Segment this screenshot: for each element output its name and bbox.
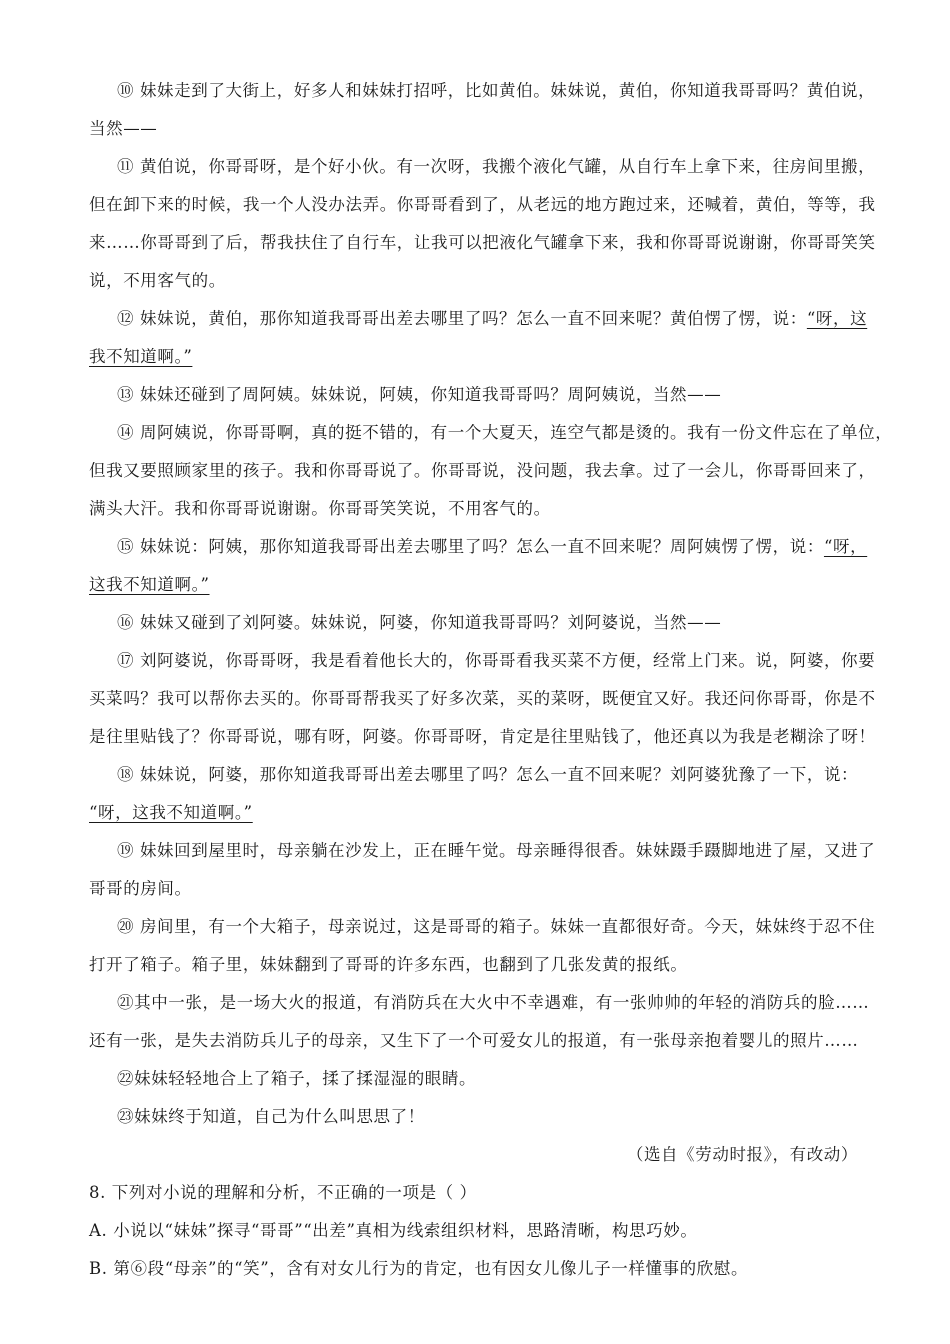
paragraph-17-line-1: ⑰ 刘阿婆说，你哥哥呀，我是看着他长大的，你哥哥看我买菜不方便，经常上门来。说，阿婆，你要 [117, 651, 876, 670]
underlined-quote-1b: 我不知道啊。” [89, 347, 193, 366]
paragraph-17-line-3: 是往里贴钱了？你哥哥说，哪有呀，阿婆。你哥哥呀，肯定是往里贴钱了，他还真以为我是老糊涂了呀！ [89, 727, 876, 746]
paragraph-12-line-1 [117, 308, 867, 330]
paragraph-10-line-2: 当然—— [89, 119, 158, 138]
underlined-quote-3: “呀，这我不知道啊。” [89, 803, 253, 822]
option-a: A. 小说以“妹妹”探寻“哥哥”“出差”真相为线索组织材料，思路清晰，构思巧妙。 [89, 1221, 698, 1240]
paragraph-19-line-2: 哥哥的房间。 [89, 879, 192, 898]
paragraph-15-text: ⑮ 妹妹说：阿姨，那你知道我哥哥出差去哪里了吗？怎么一直不回来呢？周阿姨愣了愣，说： [117, 537, 824, 556]
paragraph-13: ⑬ 妹妹还碰到了周阿姨。妹妹说，阿姨，你知道我哥哥吗？周阿姨说，当然—— [117, 385, 722, 404]
underlined-quote-2b: 这我不知道啊。” [89, 575, 210, 594]
question-8-stem: 8. 下列对小说的理解和分析，不正确的一项是（ ） [89, 1183, 477, 1202]
paragraph-11-line-2: 但在卸下来的时候，我一个人没办法弄。你哥哥看到了，从老远的地方跑过来，还喊着，黄伯，等等，我 [89, 195, 876, 214]
paragraph-20-line-1: ⑳ 房间里，有一个大箱子，母亲说过，这是哥哥的箱子。妹妹一直都很好奇。今天，妹妹终于忍不住 [117, 917, 876, 936]
paragraph-18-line-1: ⑱ 妹妹说，阿婆，那你知道我哥哥出差去哪里了吗？怎么一直不回来呢？刘阿婆犹豫了一下，说： [117, 765, 859, 784]
option-b: B. 第⑥段“母亲”的“笑”，含有对女儿行为的肯定，也有因女儿像儿子一样懂事的欣慰。 [89, 1259, 749, 1278]
paragraph-15-line-1 [117, 536, 867, 558]
paragraph-16: ⑯ 妹妹又碰到了刘阿婆。妹妹说，阿婆，你知道我哥哥吗？刘阿婆说，当然—— [117, 613, 722, 632]
paragraph-14-line-3: 满头大汗。我和你哥哥说谢谢。你哥哥笑笑说，不用客气的。 [89, 499, 551, 518]
underlined-quote-1a: “呀，这 [806, 309, 868, 328]
paragraph-14-line-2: 但我又要照顾家里的孩子。我和你哥哥说了。你哥哥说，没问题，我去拿。过了一会儿，你哥哥回来了， [89, 461, 876, 480]
paragraph-11-line-1: ⑪ 黄伯说，你哥哥呀，是个好小伙。有一次呀，我搬个液化气罐，从自行车上拿下来，往房间里搬， [117, 157, 876, 176]
underlined-quote-2a: “呀， [823, 537, 868, 556]
paragraph-11-line-3: 来……你哥哥到了后，帮我扶住了自行车，让我可以把液化气罐拿下来，我和你哥哥说谢谢，你哥哥笑笑 [89, 233, 876, 252]
paragraph-20-line-2: 打开了箱子。箱子里，妹妹翻到了哥哥的许多东西，也翻到了几张发黄的报纸。 [89, 955, 688, 974]
source-citation: （选自《劳动时报》，有改动） [626, 1145, 858, 1164]
paragraph-21-line-2: 还有一张，是失去消防兵儿子的母亲，又生下了一个可爱女儿的报道，有一张母亲抱着婴儿的照片…… [89, 1031, 859, 1050]
paragraph-10-line-1: ⑩ 妹妹走到了大街上，好多人和妹妹打招呼，比如黄伯。妹妹说，黄伯，你知道我哥哥吗？黄伯说， [117, 81, 876, 100]
paragraph-21-line-1: ㉑其中一张，是一场大火的报道，有消防兵在大火中不幸遇难，有一张帅帅的年轻的消防兵的脸…… [117, 993, 870, 1012]
paragraph-14-line-1: ⑭ 周阿姨说，你哥哥啊，真的挺不错的，有一个大夏天，连空气都是烫的。我有一份文件忘在了单位， [117, 423, 893, 442]
paragraph-17-line-2: 买菜吗？我可以帮你去买的。你哥哥帮我买了好多次菜，买的菜呀，既便宜又好。我还问你哥哥，你是不 [89, 689, 876, 708]
paragraph-12-text: ⑫ 妹妹说，黄伯，那你知道我哥哥出差去哪里了吗？怎么一直不回来呢？黄伯愣了愣，说： [117, 309, 807, 328]
paragraph-11-line-4: 说，不用客气的。 [89, 271, 226, 290]
paragraph-19-line-1: ⑲ 妹妹回到屋里时，母亲躺在沙发上，正在睡午觉。母亲睡得很香。妹妹蹑手蹑脚地进了屋，又进了 [117, 841, 876, 860]
paragraph-22: ㉒妹妹轻轻地合上了箱子，揉了揉湿湿的眼睛。 [117, 1069, 477, 1088]
paragraph-23: ㉓妹妹终于知道，自己为什么叫思思了！ [117, 1107, 425, 1126]
